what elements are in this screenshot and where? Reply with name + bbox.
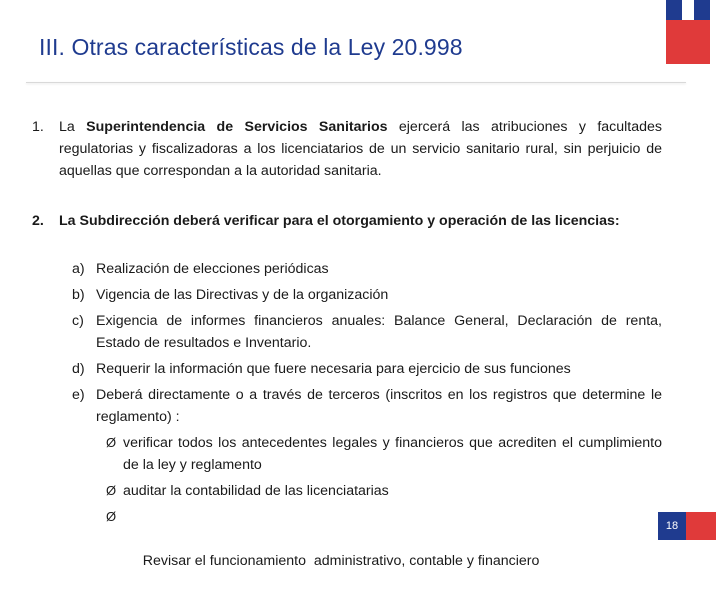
item-number: 1. [32,119,44,135]
item-text: La Subdirección deberá verificar para el otorgamiento y operación de las licencias: [59,213,620,229]
footer-red-bar [686,512,716,540]
bullet-text: verificar todos los antecedentes legales y financieros que acrediten el cumplimiento de la ley y reglamento [123,435,662,473]
bullet-item-2 [106,480,662,502]
sub-item-letter: d) [72,361,85,377]
item-number: 2. [32,213,44,229]
item-intro: La [59,119,87,135]
arrow-bullet-icon: Ø [106,483,117,498]
bullet-item-3 [106,506,653,594]
item-bold-text: Superintendencia de Servicios Sanitarios [86,119,388,135]
sub-item-c [72,310,662,354]
list-item-2 [32,210,662,232]
sub-item-text: Requerir la información que fuere necesaria para ejercicio de sus funciones [96,361,571,377]
sub-item-e [72,384,662,428]
sub-item-a [72,258,662,280]
sub-item-d [72,358,662,380]
sub-item-letter: c) [72,313,84,329]
sub-item-letter: e) [72,387,85,403]
page-number: 18 [658,512,686,540]
sub-item-text: Vigencia de las Directivas y de la organización [96,287,389,303]
bullet-text: Revisar el funcionamiento administrativo, contable y financiero [138,553,540,569]
sub-item-letter: a) [72,261,85,277]
bullet-item-1 [106,432,662,476]
list-item-1 [32,116,662,182]
item-text: ejercerá las atribuciones y facultades regulatorias y fiscalizadoras a los licenciatarios de un servicio sanitario rural, sin perjuicio de aquellas que correspondan a la autoridad sanitaria. [59,119,662,179]
bullet-text: auditar la contabilidad de las licenciatarias [123,483,389,499]
arrow-bullet-icon: Ø [106,435,117,450]
arrow-bullet-icon: Ø [106,509,117,524]
sub-item-letter: b) [72,287,85,303]
sub-item-b [72,284,662,306]
sub-item-text: Realización de elecciones periódicas [96,261,329,277]
slide-title: III. Otras características de la Ley 20.998 [39,34,463,60]
sub-item-text: Exigencia de informes financieros anuales: Balance General, Declaración de renta, Estado de resultados e Inventario. [96,313,662,351]
sub-item-text: Deberá directamente o a través de terceros (inscritos en los registros que determine le reglamento) : [96,387,662,425]
